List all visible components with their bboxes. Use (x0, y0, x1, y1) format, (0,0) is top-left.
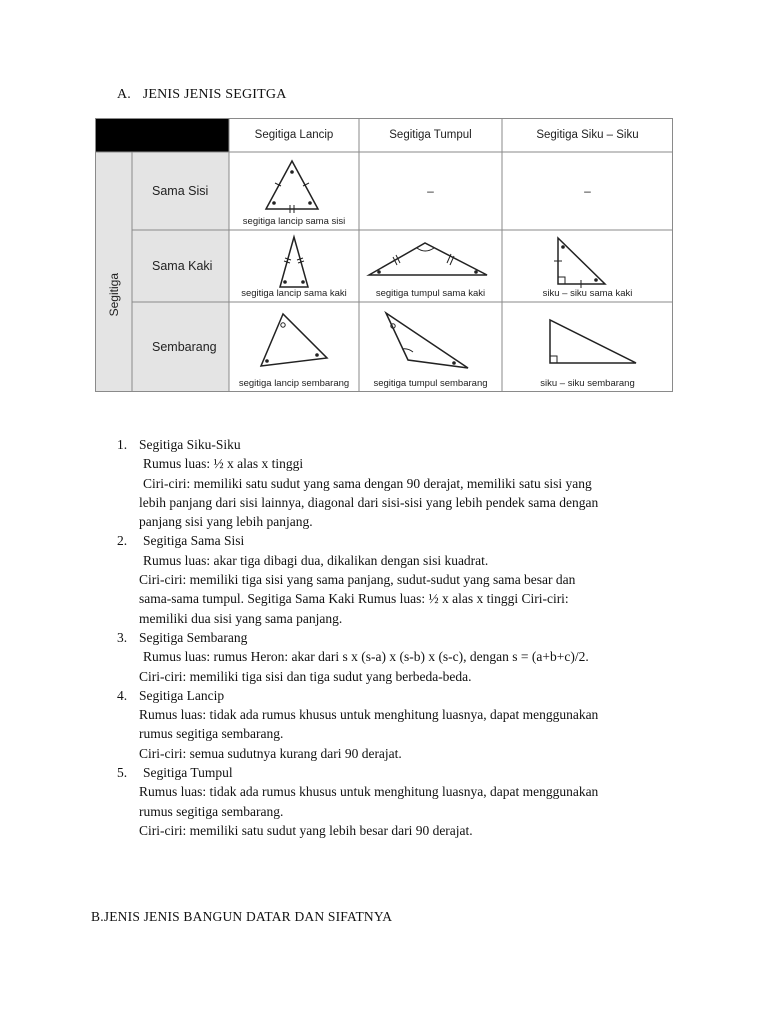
column-header-lancip: Segitiga Lancip (229, 118, 359, 152)
list-item-line: memiliki dua sisi yang sama panjang. (139, 610, 343, 626)
figure-caption: siku – siku sembarang (540, 378, 635, 389)
list-item-line: Ciri-ciri: memiliki satu sudut yang sama dengan 90 derajat, memiliki satu sisi yang (143, 475, 592, 491)
section-a-heading (117, 87, 287, 103)
section-a-title: JENIS JENIS SEGITGA (142, 87, 287, 102)
list-item-line: sama-sama tumpul. Segitiga Sama Kaki Rumus luas: ½ x alas x tinggi Ciri-ciri: (139, 591, 569, 607)
figure-caption: siku – siku sama kaki (542, 288, 633, 299)
list-item-line: Ciri-ciri: memiliki tiga sisi yang sama panjang, sudut-sudut yang sama besar dan (139, 572, 576, 588)
list-item-line: Ciri-ciri: semua sudutnya kurang dari 90 derajat. (139, 745, 402, 761)
list-item-line: rumus segitiga sembarang. (139, 803, 284, 819)
list-item-line: Rumus luas: ½ x alas x tinggi (143, 456, 304, 472)
list-item-number: 3. (117, 629, 128, 645)
figure-caption: segitiga lancip sama sisi (242, 216, 346, 227)
list-item-number: 1. (117, 437, 128, 452)
list-item (117, 763, 677, 840)
empty-cell-dash: – (427, 184, 434, 198)
list-item-line: lebih panjang dari sisi lainnya, diagonal dari sisi-sisi yang lebih pendek sama dengan (139, 494, 599, 510)
row-label-sama-sisi: Sama Sisi (132, 152, 229, 230)
triangle-types-table (95, 118, 673, 392)
row-label-sembarang: Sembarang (132, 302, 229, 392)
list-item-title: Segitiga Sama Sisi (143, 533, 245, 549)
list-item (117, 531, 677, 627)
list-item-line: Rumus luas: tidak ada rumus khusus untuk menghitung luasnya, dapat menggunakan (139, 784, 599, 800)
list-item-line: Ciri-ciri: memiliki satu sudut yang lebih besar dari 90 derajat. (139, 822, 473, 838)
figure-caption: segitiga tumpul sama kaki (375, 288, 486, 299)
figure-caption: segitiga tumpul sembarang (373, 378, 488, 389)
row-label-sama-kaki: Sama Kaki (132, 230, 229, 302)
list-item-line: rumus segitiga sembarang. (139, 726, 284, 742)
column-header-siku: Segitiga Siku – Siku (502, 118, 673, 152)
list-item-number: 2. (117, 533, 128, 549)
list-item-line: Rumus luas: tidak ada rumus khusus untuk menghitung luasnya, dapat menggunakan (139, 707, 599, 723)
section-a-label: A. (117, 87, 132, 102)
figure-caption: segitiga lancip sembarang (238, 378, 350, 389)
list-item-line: Ciri-ciri: memiliki tiga sisi dan tiga sudut yang berbeda-beda. (139, 668, 472, 684)
figure-caption: segitiga lancip sama kaki (241, 288, 347, 299)
list-item-number: 4. (117, 687, 128, 703)
empty-cell-dash: – (584, 184, 591, 198)
triangle-formula-list (117, 435, 677, 840)
side-label: Segitiga (107, 273, 121, 317)
list-item-line: Rumus luas: akar tiga dibagi dua, dikalikan dengan sisi kuadrat. (143, 552, 489, 568)
table-grid-lines (95, 118, 673, 392)
list-item-title: Segitiga Siku-Siku (139, 437, 241, 452)
list-item (117, 686, 677, 763)
list-item-title: Segitiga Sembarang (139, 629, 248, 645)
list-item-number: 5. (117, 765, 128, 781)
list-item (117, 435, 677, 531)
list-item-line: panjang sisi yang lebih panjang. (139, 514, 313, 530)
list-item-line: Rumus luas: rumus Heron: akar dari s x (s-a) x (s-b) x (s-c), dengan s = (a+b+c)/2. (143, 649, 589, 665)
list-item-title: Segitiga Tumpul (143, 765, 233, 781)
column-header-tumpul: Segitiga Tumpul (359, 118, 502, 152)
section-b-heading: B.JENIS JENIS BANGUN DATAR DAN SIFATNYA (91, 909, 393, 924)
list-item-title: Segitiga Lancip (139, 687, 225, 703)
list-item (117, 628, 677, 686)
